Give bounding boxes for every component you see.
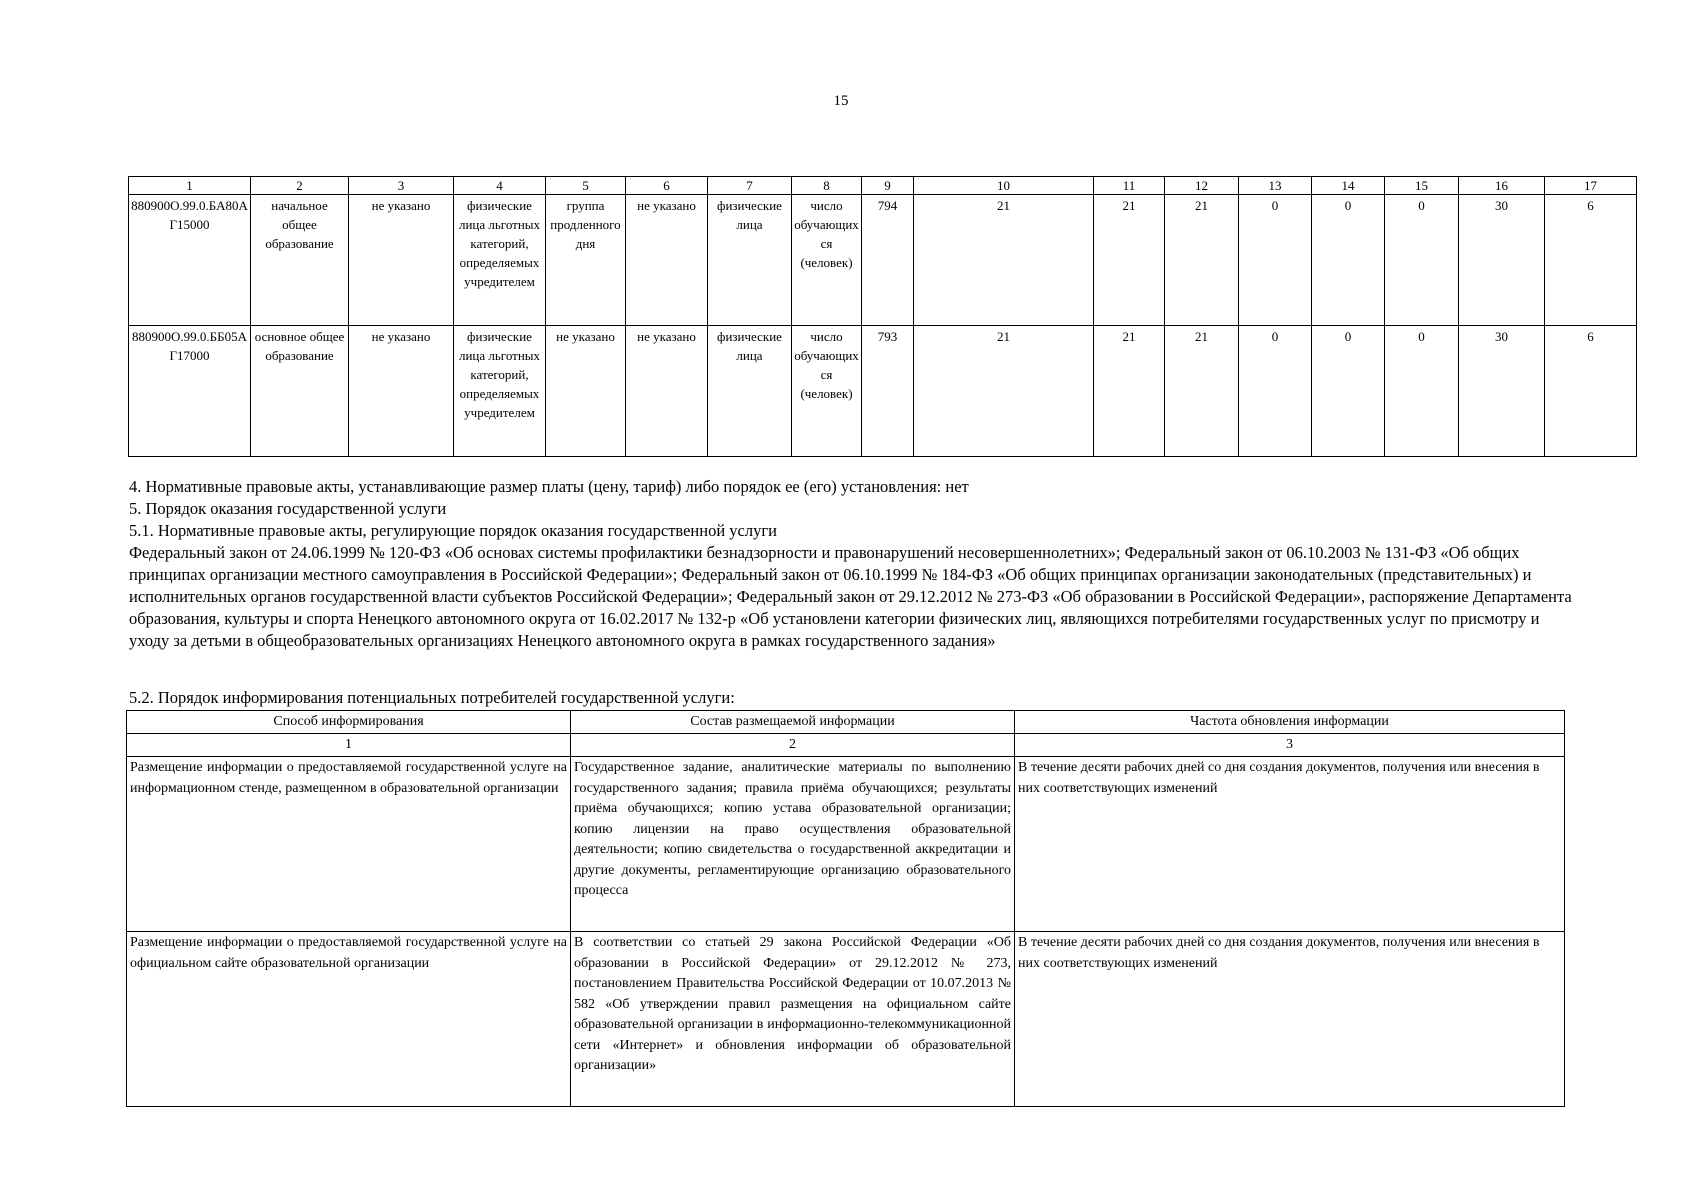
table-row (129, 195, 1637, 326)
table-cell: 21 (1165, 195, 1239, 326)
column-number: 4 (454, 177, 546, 195)
table-cell: 21 (1094, 326, 1165, 457)
column-number: 2 (251, 177, 349, 195)
table-cell: Государственное задание, аналитические материалы по выполнению государственного задания; правила приёма обучающихся; результаты приёма обучающихся; копию устава образовательной организации; копию лицензии на право осуществления образовательной деятельности; копию свидетельства о государственной аккредитации и другие документы, регламентирующие организацию образовательного процесса (571, 757, 1015, 932)
table-cell: не указано (349, 326, 454, 457)
column-header: Частота обновления информации (1015, 711, 1565, 734)
table-cell: 0 (1385, 195, 1459, 326)
table-cell: 6 (1545, 326, 1637, 457)
section-5-2-heading: 5.2. Порядок информирования потенциальных потребителей государственной услуги: (129, 688, 735, 707)
registry-code-cell: 880900О.99.0.ББ05АГ17000 (129, 326, 251, 457)
column-number: 6 (626, 177, 708, 195)
column-number: 17 (1545, 177, 1637, 195)
table-cell: число обучающихся (человек) (792, 195, 862, 326)
section-5-1-body: Федеральный закон от 24.06.1999 № 120-ФЗ «Об основах системы профилактики безнадзорности и правонарушений несовершеннолетних»; Федеральный закон от 06.10.2003 № 131-ФЗ «Об общих принципах организации местного самоуправления в Российской Федерации»; Федеральный закон от 06.10.1999 № 184-ФЗ «Об общих принципах организации законодательных (представительных) и исполнительных органов государственной власти субъектов Российской Федерации»; Федеральный закон от 29.12.2012 № 273-ФЗ «Об образовании в Российской Федерации», распоряжение Департамента образования, культуры и спорта Ненецкого автономного округа от 16.02.2017 № 132-р «Об установлени категории физических лиц, являющихся потребителями государственных услуг по присмотру и уходу за детьми в общеобразовательных организациях Ненецкого автономного округа в рамках государственного задания» (129, 543, 1572, 650)
table-cell: 21 (1165, 326, 1239, 457)
table-row (127, 932, 1565, 1107)
column-number: 5 (546, 177, 626, 195)
column-number: 11 (1094, 177, 1165, 195)
table-cell: не указано (626, 195, 708, 326)
table-cell: 0 (1239, 195, 1312, 326)
table-cell: 30 (1459, 195, 1545, 326)
registry-code-cell: 880900О.99.0.БА80АГ15000 (129, 195, 251, 326)
table-header-row (129, 177, 1637, 195)
column-number: 1 (129, 177, 251, 195)
table-cell: Размещение информации о предоставляемой государственной услуге на официальном сайте образовательной организации (127, 932, 571, 1107)
column-number: 1 (127, 734, 571, 757)
table-cell: группа продленного дня (546, 195, 626, 326)
table-cell: 0 (1239, 326, 1312, 457)
table-cell: физические лица льготных категорий, определяемых учредителем (454, 195, 546, 326)
section-5-heading: 5. Порядок оказания государственной услуги (129, 499, 447, 518)
section-4-paragraph: 4. Нормативные правовые акты, устанавливающие размер платы (цену, тариф) либо порядок ее (его) установления: нет (129, 477, 969, 496)
table-cell: В течение десяти рабочих дней со дня создания документов, получения или внесения в них соответствующих изменений (1015, 757, 1565, 932)
table-cell: не указано (626, 326, 708, 457)
column-header: Состав размещаемой информации (571, 711, 1015, 734)
page-number: 15 (833, 93, 849, 109)
table-cell: 0 (1312, 195, 1385, 326)
column-number: 10 (914, 177, 1094, 195)
table-cell: В соответствии со статьей 29 закона Российской Федерации «Об образовании в Российской Федерации» от 29.12.2012 № 273, постановлением Правительства Российской Федерации от 10.07.2013 № 582 «Об утверждении правил размещения на официальном сайте образовательной организации в информационно-телекоммуникационной сети «Интернет» и обновления информации об образовательной организации» (571, 932, 1015, 1107)
body-text (129, 476, 1574, 652)
table-cell: число обучающихся (человек) (792, 326, 862, 457)
table-cell: физические лица льготных категорий, определяемых учредителем (454, 326, 546, 457)
table-cell: физические лица (708, 195, 792, 326)
column-number: 9 (862, 177, 914, 195)
column-number-row (127, 734, 1565, 757)
column-number: 3 (349, 177, 454, 195)
table-cell: В течение десяти рабочих дней со дня создания документов, получения или внесения в них соответствующих изменений (1015, 932, 1565, 1107)
column-number: 2 (571, 734, 1015, 757)
column-number: 14 (1312, 177, 1385, 195)
table-row (127, 757, 1565, 932)
table-header-row (127, 711, 1565, 734)
table-cell: 0 (1312, 326, 1385, 457)
column-number: 16 (1459, 177, 1545, 195)
table-cell: 21 (914, 326, 1094, 457)
table-cell: основное общее образование (251, 326, 349, 457)
column-header: Способ информирования (127, 711, 571, 734)
table-cell: не указано (546, 326, 626, 457)
section-5-1-heading: 5.1. Нормативные правовые акты, регулирующие порядок оказания государственной услуги (129, 521, 777, 540)
table-cell: 21 (914, 195, 1094, 326)
column-number: 3 (1015, 734, 1565, 757)
table-cell: 794 (862, 195, 914, 326)
column-number: 13 (1239, 177, 1312, 195)
informing-table (126, 710, 1565, 1107)
table-row (129, 326, 1637, 457)
table-cell: 21 (1094, 195, 1165, 326)
table-cell: 30 (1459, 326, 1545, 457)
table-cell: 6 (1545, 195, 1637, 326)
table-cell: Размещение информации о предоставляемой государственной услуге на информационном стенде, размещенном в образовательной организации (127, 757, 571, 932)
table-cell: не указано (349, 195, 454, 326)
table-cell: физические лица (708, 326, 792, 457)
indicators-table (128, 176, 1637, 457)
column-number: 7 (708, 177, 792, 195)
table-cell: 793 (862, 326, 914, 457)
column-number: 15 (1385, 177, 1459, 195)
table-cell: начальное общее образование (251, 195, 349, 326)
table-cell: 0 (1385, 326, 1459, 457)
column-number: 12 (1165, 177, 1239, 195)
column-number: 8 (792, 177, 862, 195)
